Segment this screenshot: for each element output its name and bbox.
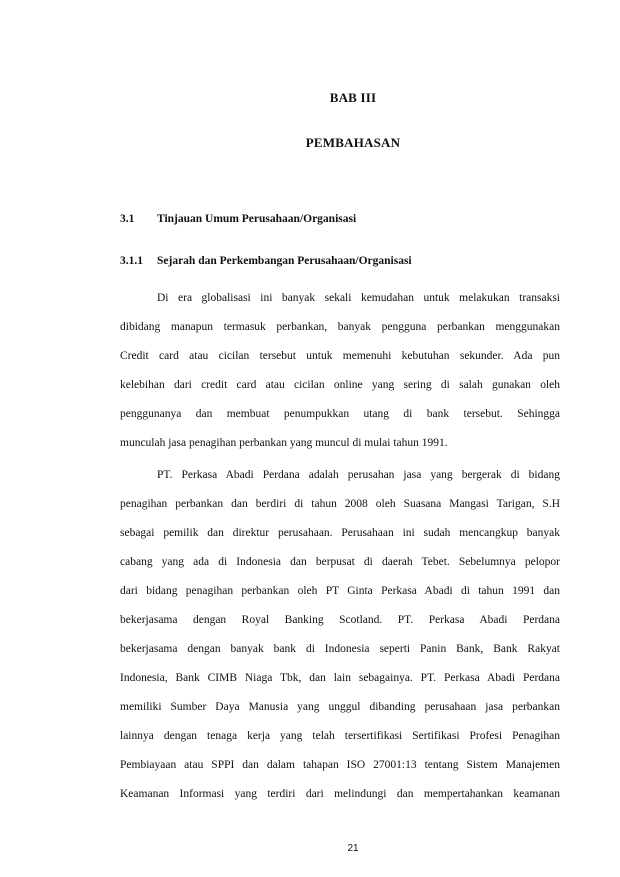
paragraph-line: bekerjasama dengan Royal Banking Scotland. PT. Perkasa Abadi Perdana — [120, 614, 560, 626]
paragraph-line: bekerjasama dengan banyak bank di Indonesia seperti Panin Bank, Bank Rakyat — [120, 643, 560, 655]
paragraph-line: penggunanya dan membuat penumpukkan utang di bank tersebut. Sehingga — [120, 408, 560, 420]
section-heading — [120, 213, 356, 225]
chapter-title: PEMBAHASAN — [305, 135, 401, 150]
paragraph-line: cabang yang ada di Indonesia dan berpusat di daerah Tebet. Sebelumnya pelopor — [120, 556, 560, 568]
paragraph-line: munculah jasa penagihan perbankan yang muncul di mulai tahun 1991. — [120, 437, 448, 449]
paragraph-line: Credit card atau cicilan tersebut untuk memenuhi kebutuhan sekunder. Ada pun — [120, 350, 560, 362]
paragraph-line: penagihan perbankan dan berdiri di tahun 2008 oleh Suasana Mangasi Tarigan, S.H — [120, 498, 560, 510]
paragraph-line: sebagai pemilik dan direktur perusahaan. Perusahaan ini sudah mencangkup banyak — [120, 527, 560, 539]
paragraph-line: dari bidang penagihan perbankan oleh PT Ginta Perkasa Abadi di tahun 1991 dan — [120, 585, 560, 597]
paragraph-line: memiliki Sumber Daya Manusia yang unggul dibanding perusahaan jasa perbankan — [120, 701, 560, 713]
paragraph-line: Di era globalisasi ini banyak sekali kemudahan untuk melakukan transaksi — [157, 292, 560, 304]
chapter-number: BAB III — [329, 90, 377, 105]
subsection-number: 3.1.1 — [120, 255, 143, 267]
paragraph-line: Keamanan Informasi yang terdiri dari melindungi dan mempertahankan keamanan — [120, 788, 560, 800]
subsection-title: Sejarah dan Perkembangan Perusahaan/Organisasi — [157, 255, 412, 267]
section-title: Tinjauan Umum Perusahaan/Organisasi — [157, 213, 357, 225]
paragraph-line: lainnya dengan tenaga kerja yang telah tersertifikasi Sertifikasi Profesi Penagihan — [120, 730, 560, 742]
page-number: 21 — [347, 843, 359, 854]
subsection-heading — [120, 255, 412, 267]
paragraph-line: Pembiayaan atau SPPI dan dalam tahapan ISO 27001:13 tentang Sistem Manajemen — [120, 759, 560, 771]
paragraph-line: Indonesia, Bank CIMB Niaga Tbk, dan lain sebagainya. PT. Perkasa Abadi Perdana — [120, 672, 560, 684]
paragraph-line: kelebihan dari credit card atau cicilan online yang sering di salah gunakan oleh — [120, 379, 560, 391]
paragraph-line: dibidang manapun termasuk perbankan, banyak pengguna perbankan menggunakan — [120, 321, 560, 333]
paragraph-line: PT. Perkasa Abadi Perdana adalah perusahan jasa yang bergerak di bidang — [157, 469, 560, 481]
section-number: 3.1 — [120, 213, 135, 225]
